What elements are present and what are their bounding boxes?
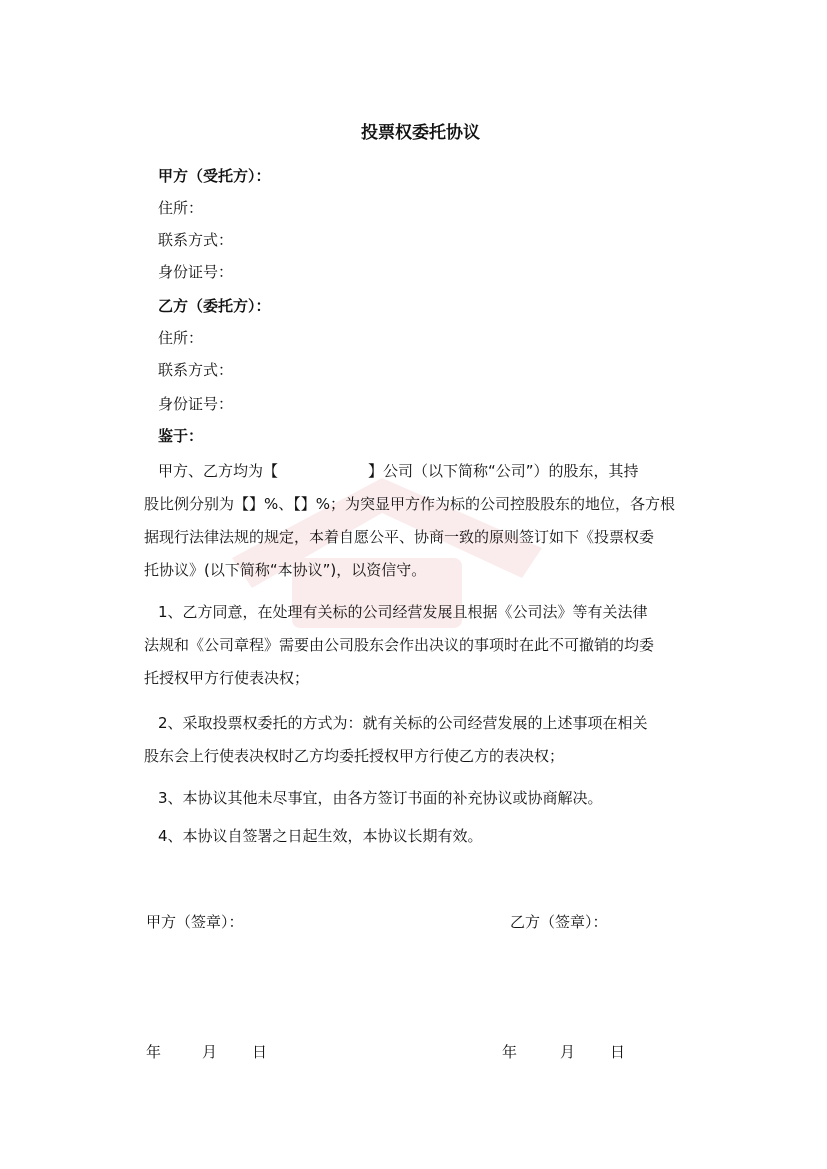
clause-4: 4、本协议自签署之日起生效，本协议长期有效。 bbox=[158, 827, 483, 845]
party-b-year: 年 bbox=[502, 1043, 518, 1061]
preamble-line: 股比例分别为【】%、【】%；为突显甲方作为标的公司控股股东的地位，各方根 bbox=[144, 495, 676, 513]
clause-1-line: 托授权甲方行使表决权； bbox=[144, 669, 310, 687]
party-b-month: 月 bbox=[560, 1043, 576, 1061]
party-b-day: 日 bbox=[610, 1043, 626, 1061]
clause-3: 3、本协议其他未尽事宜，由各方签订书面的补充协议或协商解决。 bbox=[158, 789, 603, 807]
document-title: 投票权委托协议 bbox=[361, 123, 480, 143]
clause-1 bbox=[144, 596, 704, 695]
party-b-signature: 乙方（签章）： bbox=[510, 913, 608, 931]
clause-2-line: 股东会上行使表决权时乙方均委托授权甲方行使乙方的表决权； bbox=[144, 747, 565, 765]
party-a-id: 身份证号： bbox=[158, 263, 234, 281]
clause-2 bbox=[144, 707, 704, 773]
party-a-year: 年 bbox=[146, 1043, 162, 1061]
party-a-month: 月 bbox=[202, 1043, 218, 1061]
clause-2-line: 2、采取投票权委托的方式为：就有关标的公司经营发展的上述事项在相关 bbox=[158, 714, 648, 732]
party-a-address: 住所： bbox=[158, 199, 204, 217]
party-a-day: 日 bbox=[252, 1043, 268, 1061]
clause-1-line: 法规和《公司章程》需要由公司股东会作出决议的事项时在此不可撤销的均委 bbox=[144, 636, 655, 654]
party-b-id: 身份证号： bbox=[158, 395, 234, 413]
clause-1-line: 1、乙方同意，在处理有关标的公司经营发展且根据《公司法》等有关法律 bbox=[158, 603, 648, 621]
party-a-signature: 甲方（签章）： bbox=[146, 913, 244, 931]
party-a-contact: 联系方式： bbox=[158, 231, 234, 249]
preamble-line: 据现行法律法规的规定，本着自愿公平、协商一致的原则签订如下《投票权委 bbox=[144, 528, 655, 546]
whereas-heading: 鉴于： bbox=[158, 427, 204, 445]
preamble-paragraph bbox=[144, 455, 704, 587]
party-b-heading: 乙方（委托方）： bbox=[158, 297, 271, 315]
party-b-address: 住所： bbox=[158, 329, 204, 347]
preamble-line: 甲方、乙方均为【 】公司（以下简称“公司”）的股东，其持 bbox=[158, 462, 639, 480]
party-b-contact: 联系方式： bbox=[158, 361, 234, 379]
preamble-line: 托协议》(以下简称“本协议”)，以资信守。 bbox=[144, 561, 427, 579]
party-a-heading: 甲方（受托方）： bbox=[158, 167, 271, 185]
